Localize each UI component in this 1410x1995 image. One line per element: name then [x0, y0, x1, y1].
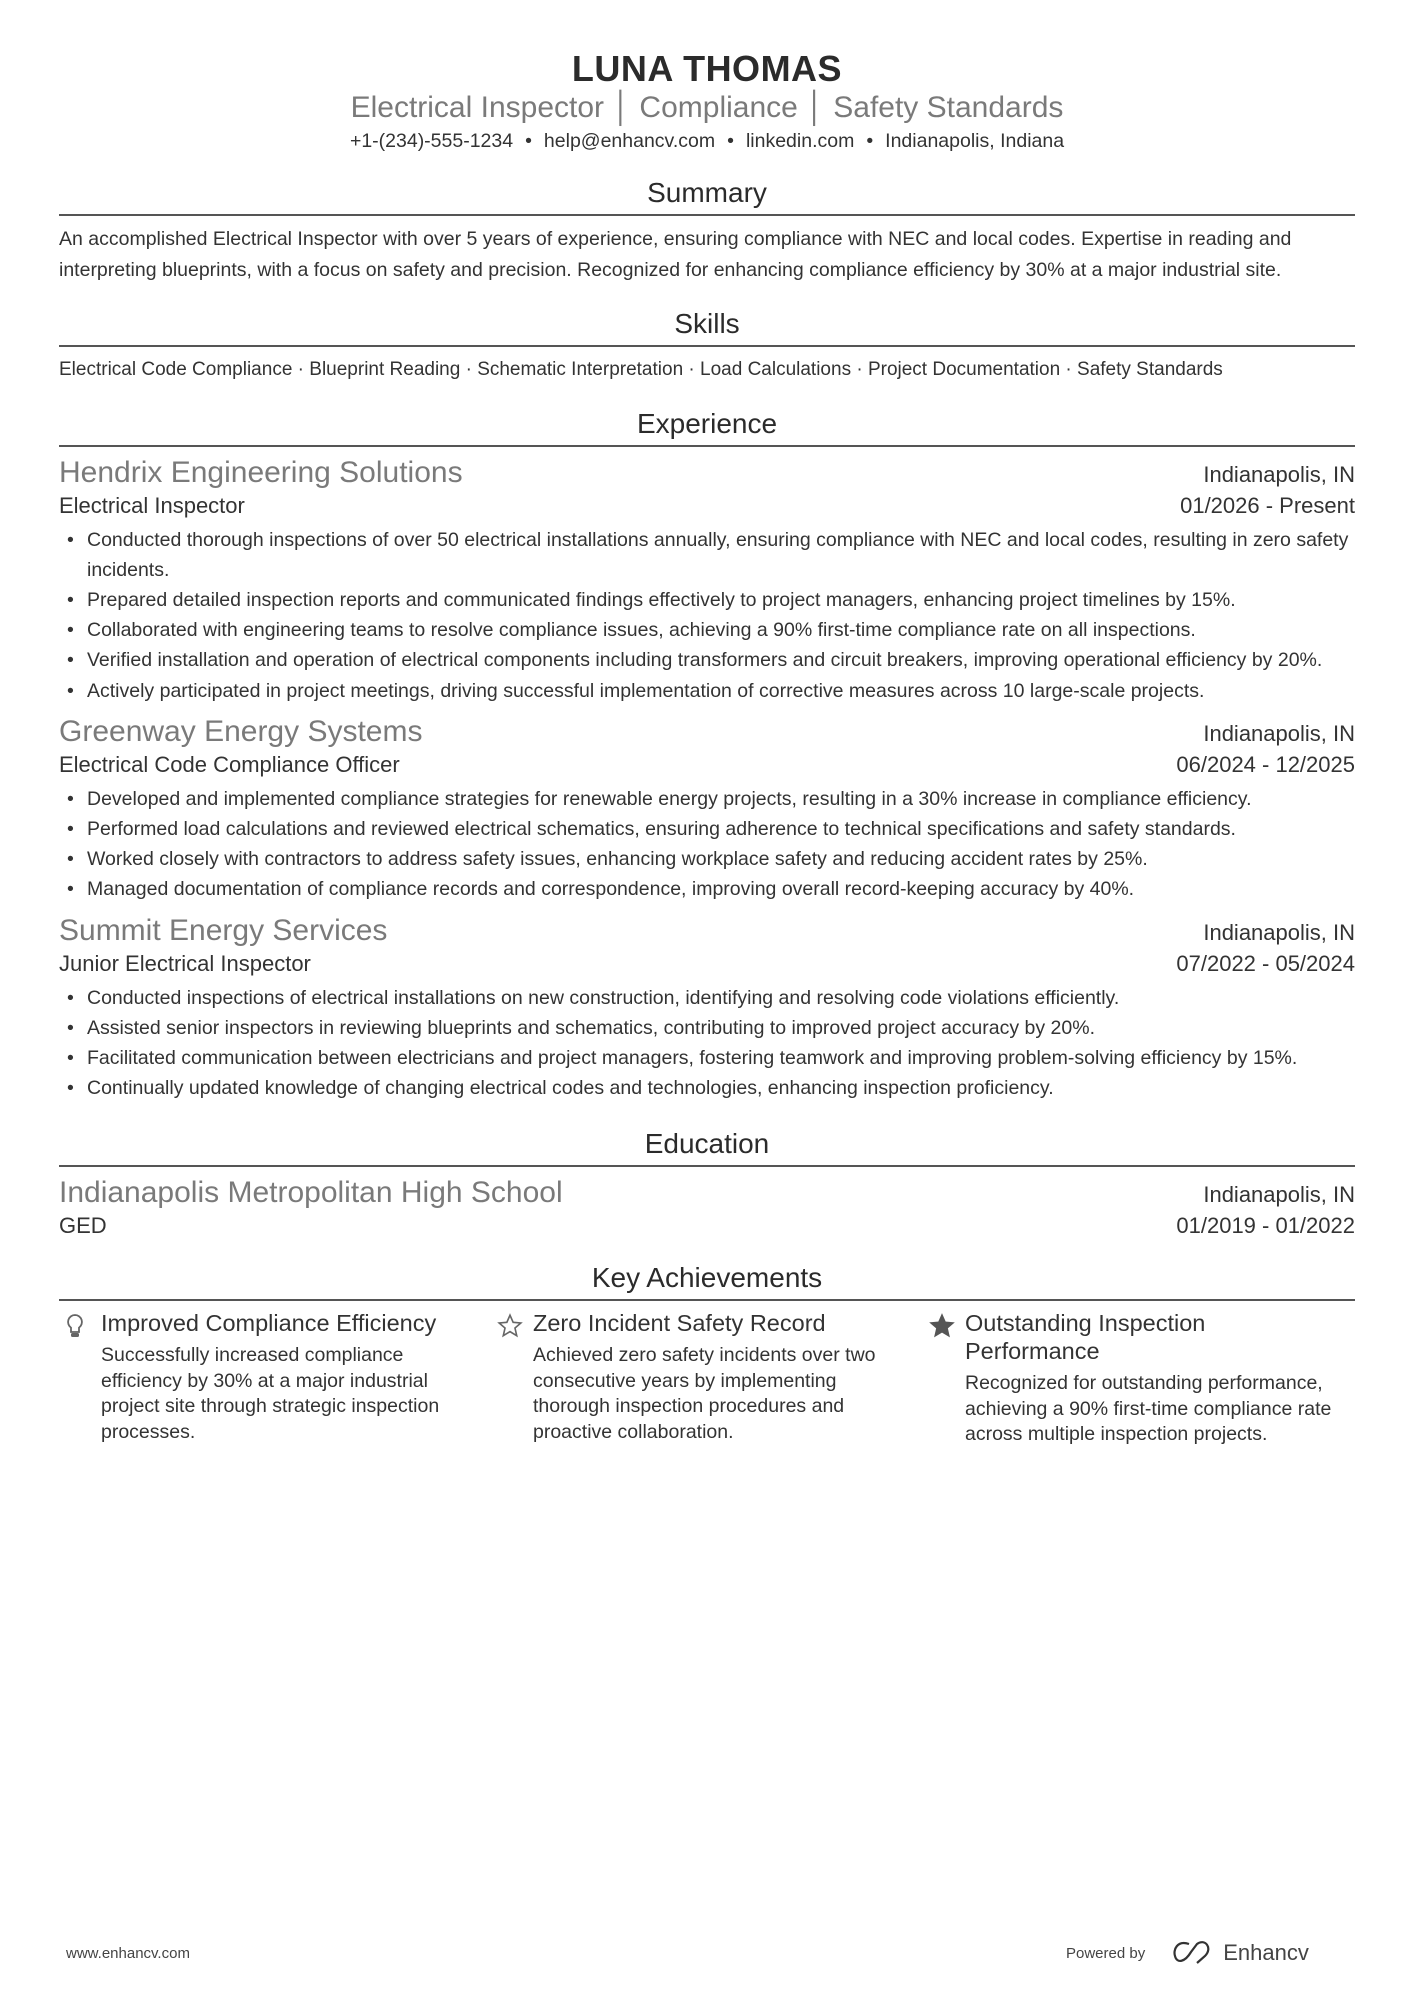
section-title-skills: Skills	[59, 307, 1355, 347]
achievement-item	[59, 1309, 491, 1448]
job-dates: 07/2022 - 05/2024	[1176, 950, 1355, 976]
job-bullet: • Conducted thorough inspections of over 50 electrical installations annually, ensuring compliance with NEC and local codes, resulting in zero safety incidents.	[59, 525, 1355, 585]
achievement-description: Achieved zero safety incidents over two consecutive years by implementing thorough inspection procedures and proactive collaboration.	[533, 1344, 876, 1443]
job-bullet: • Performed load calculations and reviewed electrical schematics, ensuring adherence to technical specifications and safety standards.	[59, 814, 1355, 844]
job-bullet: • Facilitated communication between electricians and project managers, fostering teamwork and improving problem-solving efficiency by 15%.	[59, 1043, 1355, 1073]
section-title-summary: Summary	[59, 176, 1355, 216]
job-bullet: • Continually updated knowledge of changing electrical codes and technologies, enhancing inspection proficiency.	[59, 1073, 1355, 1103]
achievements-list	[59, 1309, 1355, 1448]
job-bullet: • Managed documentation of compliance records and correspondence, improving overall record-keeping accuracy by 40%.	[59, 874, 1355, 904]
job-header	[59, 714, 1355, 750]
job-bullet: • Actively participated in project meetings, driving successful implementation of corrective measures across 10 large-scale projects.	[59, 676, 1355, 706]
phone: +1-(234)-555-1234	[349, 130, 514, 152]
job-location: Indianapolis, IN	[1203, 720, 1355, 746]
powered-by: Powered by	[1066, 1944, 1146, 1962]
resume	[59, 48, 1355, 1448]
summary-text: An accomplished Electrical Inspector with over 5 years of experience, ensuring compliance with NEC and local codes. Expertise in reading and interpreting blueprints, with a focus on safety and precision. Recognized for enhancing compliance efficiency by 30% at a major industrial site.	[59, 228, 1292, 281]
job-bullets	[59, 784, 1355, 905]
job-role-row	[59, 949, 1355, 979]
job-bullet: • Collaborated with engineering teams to resolve compliance issues, achieving a 90% first-time compliance rate on all inspections.	[59, 615, 1355, 645]
separator: •	[866, 130, 874, 152]
job-dates: 06/2024 - 12/2025	[1176, 751, 1355, 777]
achievement-item	[923, 1309, 1355, 1448]
star-half-icon	[923, 1309, 965, 1448]
separator: •	[727, 130, 734, 152]
job-title: Electrical Inspector	[59, 492, 245, 518]
section-title-achievements: Key Achievements	[59, 1261, 1355, 1301]
job-entry	[59, 714, 1355, 905]
section-title-education: Education	[59, 1127, 1355, 1167]
star-outline-icon	[491, 1309, 533, 1448]
school-location: Indianapolis, IN	[1203, 1182, 1355, 1208]
job-bullets	[59, 525, 1355, 706]
email[interactable]: help@enhancv.com	[543, 130, 716, 152]
job-header	[59, 913, 1355, 949]
linkedin[interactable]: linkedin.com	[745, 130, 855, 152]
job-location: Indianapolis, IN	[1203, 461, 1355, 487]
job-bullet: • Assisted senior inspectors in reviewing blueprints and schematics, contributing to improved project accuracy by 20%.	[59, 1013, 1355, 1043]
job-location: Indianapolis, IN	[1203, 919, 1355, 945]
job-title: Junior Electrical Inspector	[59, 950, 311, 976]
achievement-description: Successfully increased compliance efficiency by 30% at a major industrial project site through strategic inspection processes.	[101, 1344, 440, 1443]
location: Indianapolis, Indiana	[885, 130, 1065, 152]
achievement-title: Zero Incident Safety Record	[533, 1310, 826, 1337]
degree: GED	[59, 1213, 107, 1239]
achievement-title: Outstanding Inspection Performance	[965, 1310, 1206, 1365]
job-bullet: • Developed and implemented compliance strategies for renewable energy projects, resulting in a 30% increase in compliance efficiency.	[59, 784, 1355, 814]
company-name: Summit Energy Services	[59, 913, 388, 947]
company-name: Hendrix Engineering Solutions	[59, 455, 463, 489]
achievement-description: Recognized for outstanding performance, achieving a 90% first-time compliance rate across multiple inspection projects.	[965, 1372, 1332, 1446]
candidate-subtitle: Electrical Inspector │ Compliance │ Safety Standards	[350, 91, 1064, 124]
experience-list	[59, 455, 1355, 1104]
job-entry	[59, 913, 1355, 1104]
enhancv-brand: Enhancv	[1223, 1940, 1309, 1965]
job-entry	[59, 455, 1355, 706]
contact-info	[59, 128, 1355, 154]
education-details	[59, 1211, 1355, 1241]
enhancv-logo-icon	[1171, 1940, 1217, 1966]
achievement-title: Improved Compliance Efficiency	[101, 1310, 437, 1337]
footer-website[interactable]: www.enhancv.com	[66, 1945, 190, 1962]
job-bullets	[59, 983, 1355, 1104]
school-name: Indianapolis Metropolitan High School	[59, 1176, 563, 1210]
job-bullet: • Conducted inspections of electrical installations on new construction, identifying and resolving code violations efficiently.	[59, 983, 1355, 1013]
job-header	[59, 455, 1355, 491]
job-bullet: • Worked closely with contractors to address safety issues, enhancing workplace safety and reducing accident rates by 25%.	[59, 844, 1355, 874]
job-title: Electrical Code Compliance Officer	[59, 751, 400, 777]
skills-text: Electrical Code Compliance · Blueprint Reading · Schematic Interpretation · Load Calculations · Project Documentation · Safety Standards	[59, 359, 1223, 380]
separator: •	[525, 130, 532, 152]
lightbulb-icon	[59, 1309, 101, 1448]
footer-branding	[1066, 1940, 1309, 1966]
education-entry	[59, 1175, 1355, 1211]
job-role-row	[59, 750, 1355, 780]
job-bullet: • Verified installation and operation of electrical components including transformers and circuit breakers, improving operational efficiency by 20%.	[59, 645, 1355, 675]
job-role-row	[59, 491, 1355, 521]
job-bullet: • Prepared detailed inspection reports and communicated findings effectively to project managers, enhancing project timelines by 15%.	[59, 585, 1355, 615]
company-name: Greenway Energy Systems	[59, 714, 423, 748]
section-title-experience: Experience	[59, 407, 1355, 447]
achievement-item	[491, 1309, 923, 1448]
education-dates: 01/2019 - 01/2022	[1176, 1213, 1355, 1239]
job-dates: 01/2026 - Present	[1180, 492, 1355, 518]
candidate-name: LUNA THOMAS	[571, 48, 843, 89]
